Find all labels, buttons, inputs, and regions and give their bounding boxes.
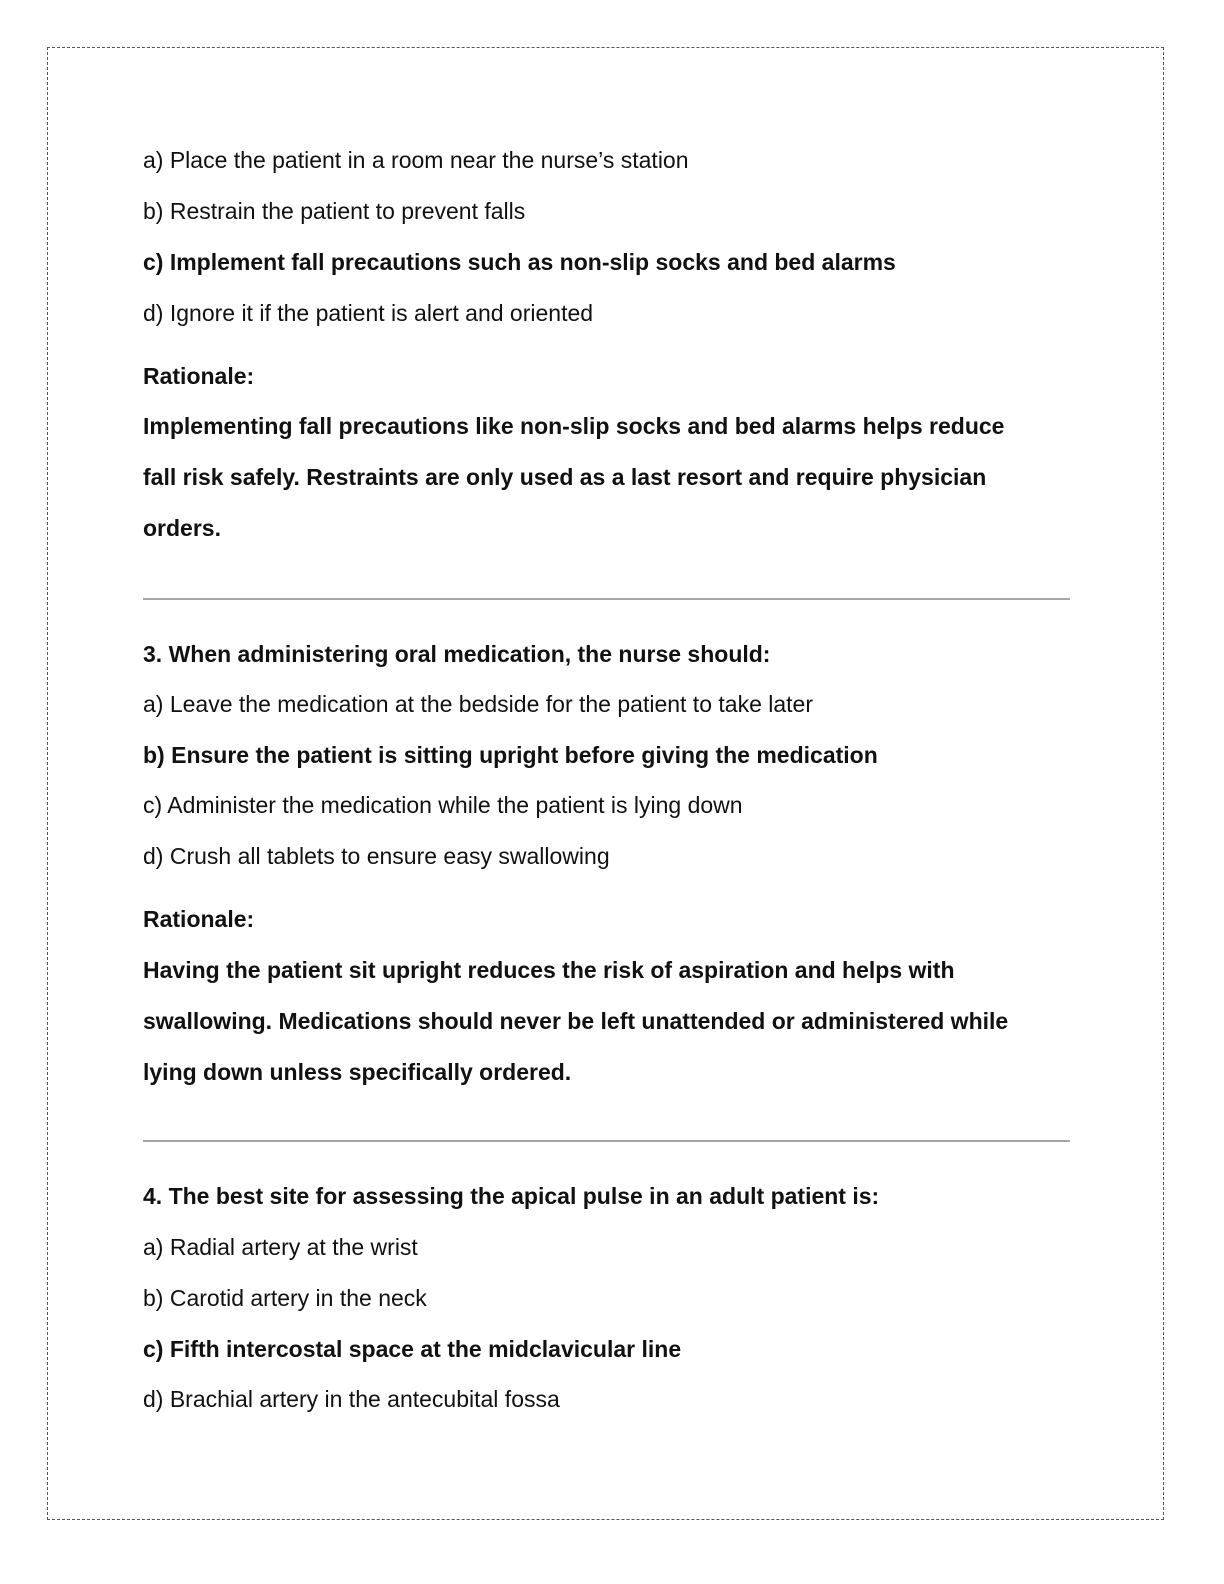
section-divider (143, 1140, 1070, 1142)
option-b: b) Restrain the patient to prevent falls (143, 198, 526, 224)
rationale-line: fall risk safely. Restraints are only used as a last resort and require physician (143, 464, 987, 490)
rationale-label: Rationale: (143, 906, 255, 932)
rationale-line: lying down unless specifically ordered. (143, 1059, 572, 1085)
option-d: d) Ignore it if the patient is alert and oriented (143, 300, 594, 326)
question-3-title: 3. When administering oral medication, the nurse should: (143, 641, 771, 667)
option-a: a) Radial artery at the wrist (143, 1234, 418, 1260)
question-4-title: 4. The best site for assessing the apical pulse in an adult patient is: (143, 1183, 880, 1209)
option-a: a) Leave the medication at the bedside for the patient to take later (143, 691, 813, 717)
option-c: c) Administer the medication while the patient is lying down (143, 792, 743, 818)
option-d: d) Crush all tablets to ensure easy swallowing (143, 843, 610, 869)
option-b: b) Carotid artery in the neck (143, 1285, 427, 1311)
option-c-correct: c) Fifth intercostal space at the midclavicular line (143, 1336, 682, 1362)
rationale-line: swallowing. Medications should never be left unattended or administered while (143, 1008, 1009, 1034)
option-b-correct: b) Ensure the patient is sitting upright before giving the medication (143, 742, 878, 768)
rationale-line: Implementing fall precautions like non-slip socks and bed alarms helps reduce (143, 413, 1005, 439)
rationale-line: orders. (143, 515, 221, 541)
section-divider (143, 598, 1070, 600)
rationale-label: Rationale: (143, 363, 255, 389)
rationale-line: Having the patient sit upright reduces the risk of aspiration and helps with (143, 957, 955, 983)
option-c-correct: c) Implement fall precautions such as non-slip socks and bed alarms (143, 249, 896, 275)
option-a: a) Place the patient in a room near the nurse’s station (143, 147, 689, 173)
option-d: d) Brachial artery in the antecubital fossa (143, 1386, 560, 1412)
